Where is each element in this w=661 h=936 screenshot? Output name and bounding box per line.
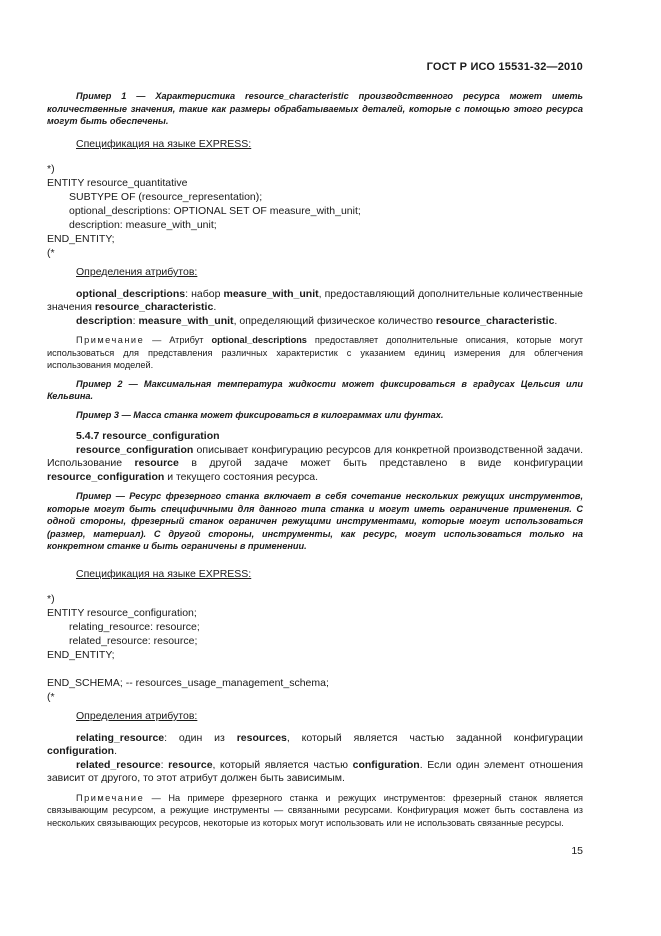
express-code-1 bbox=[47, 162, 583, 260]
code-line: related_resource: resource; bbox=[69, 635, 198, 647]
section-intro: resource_configuration описывает конфигурацию ресурсов для конкретной производственной задачи. Использование resource в другой задаче может быть представлено в виде конфигурации resource_configuration и текущего состояния ресурса. bbox=[47, 443, 583, 483]
code-line: ENTITY resource_quantitative bbox=[47, 177, 188, 189]
example-1: Пример 1 — Характеристика resource_characteristic производственного ресурса может иметь количественные значения, такие как размеры обрабатываемых деталей, которые с помощью этого ресурса могут быть обеспечены. bbox=[47, 91, 583, 126]
code-line: (* bbox=[47, 247, 55, 259]
term: description bbox=[76, 314, 133, 327]
section-example: Пример — Ресурс фрезерного станка включает в себя сочетание нескольких режущих инструментов, которые могут быть специфичными для данного типа станка и могут иметь ограничение применения. С одной стороны, фрезерный станок ограничен режущими инструментами, которые могут использоваться (размер, материал). С другой стороны, инструменты, как ресурс, могут использоваться только на конкретном станке и быть ограничены в применении. bbox=[47, 491, 583, 551]
code-line: END_ENTITY; bbox=[47, 649, 115, 661]
note-2: Примечание — На примере фрезерного станка и режущих инструментов: фрезерный станок является связывающим ресурсом, а режущие инструменты — связанными ресурсами. Конфигурация может быть составлена из нескольких связывающих ресурсов, некоторые из которых могут использовать или не использовать связанные ресурсы. bbox=[47, 792, 583, 828]
term: relating_resource bbox=[76, 731, 165, 744]
term: optional_descriptions bbox=[76, 287, 186, 300]
express-code-2 bbox=[47, 592, 583, 704]
code-line: relating_resource: resource; bbox=[69, 621, 200, 633]
attr-heading-1: Определения атрибутов: bbox=[76, 266, 198, 278]
code-line: optional_descriptions: OPTIONAL SET OF measure_with_unit; bbox=[69, 205, 361, 217]
code-line: description: measure_with_unit; bbox=[69, 219, 217, 231]
code-line: ENTITY resource_configuration; bbox=[47, 607, 197, 619]
code-line: END_SCHEMA; -- resources_usage_management_schema; bbox=[47, 677, 329, 689]
attr-definition: optional_descriptions: набор measure_with_unit, предоставляющий дополнительные количественные значения resource_characteristic. bbox=[47, 287, 583, 313]
example-2: Пример 2 — Максимальная температура жидкости может фиксироваться в градусах Цельсия или Кельвина. bbox=[47, 378, 583, 401]
attr-heading-2: Определения атрибутов: bbox=[76, 710, 198, 722]
attr-definition: description: measure_with_unit, определяющий физическое количество resource_characteristic. bbox=[76, 314, 558, 327]
attr-definition: relating_resource: один из resources, который является частью заданной конфигурации configuration. bbox=[47, 731, 584, 757]
code-line: *) bbox=[47, 593, 55, 605]
code-line: SUBTYPE OF (resource_representation); bbox=[69, 191, 263, 203]
note-label: Примечание bbox=[76, 335, 145, 345]
spec-heading-2: Спецификация на языке EXPRESS: bbox=[76, 567, 252, 580]
spec-heading-1: Спецификация на языке EXPRESS: bbox=[76, 137, 252, 150]
code-line: END_ENTITY; bbox=[47, 233, 115, 245]
code-line: *) bbox=[47, 163, 55, 175]
example-3: Пример 3 — Масса станка может фиксироваться в килограммах или фунтах. bbox=[76, 409, 444, 420]
page-content bbox=[47, 90, 583, 829]
term: related_resource bbox=[76, 758, 161, 771]
note-label: Примечание bbox=[76, 792, 145, 803]
note-1: Примечание — Атрибут optional_descriptions предоставляет дополнительные описания, которые могут использоваться для представления различных характеристик с указанием единиц измерения для облегчения использования моделей. bbox=[47, 335, 583, 370]
section-title: 5.4.7 resource_configuration bbox=[76, 430, 220, 442]
page-number: 15 bbox=[571, 845, 583, 857]
code-line: (* bbox=[47, 691, 55, 703]
attr-definition: related_resource: resource, который является частью configuration. Если один элемент отношения зависит от другого, то этот атрибут должен быть зависимым. bbox=[47, 758, 584, 784]
standard-code: ГОСТ Р ИСО 15531-32—2010 bbox=[426, 61, 583, 73]
